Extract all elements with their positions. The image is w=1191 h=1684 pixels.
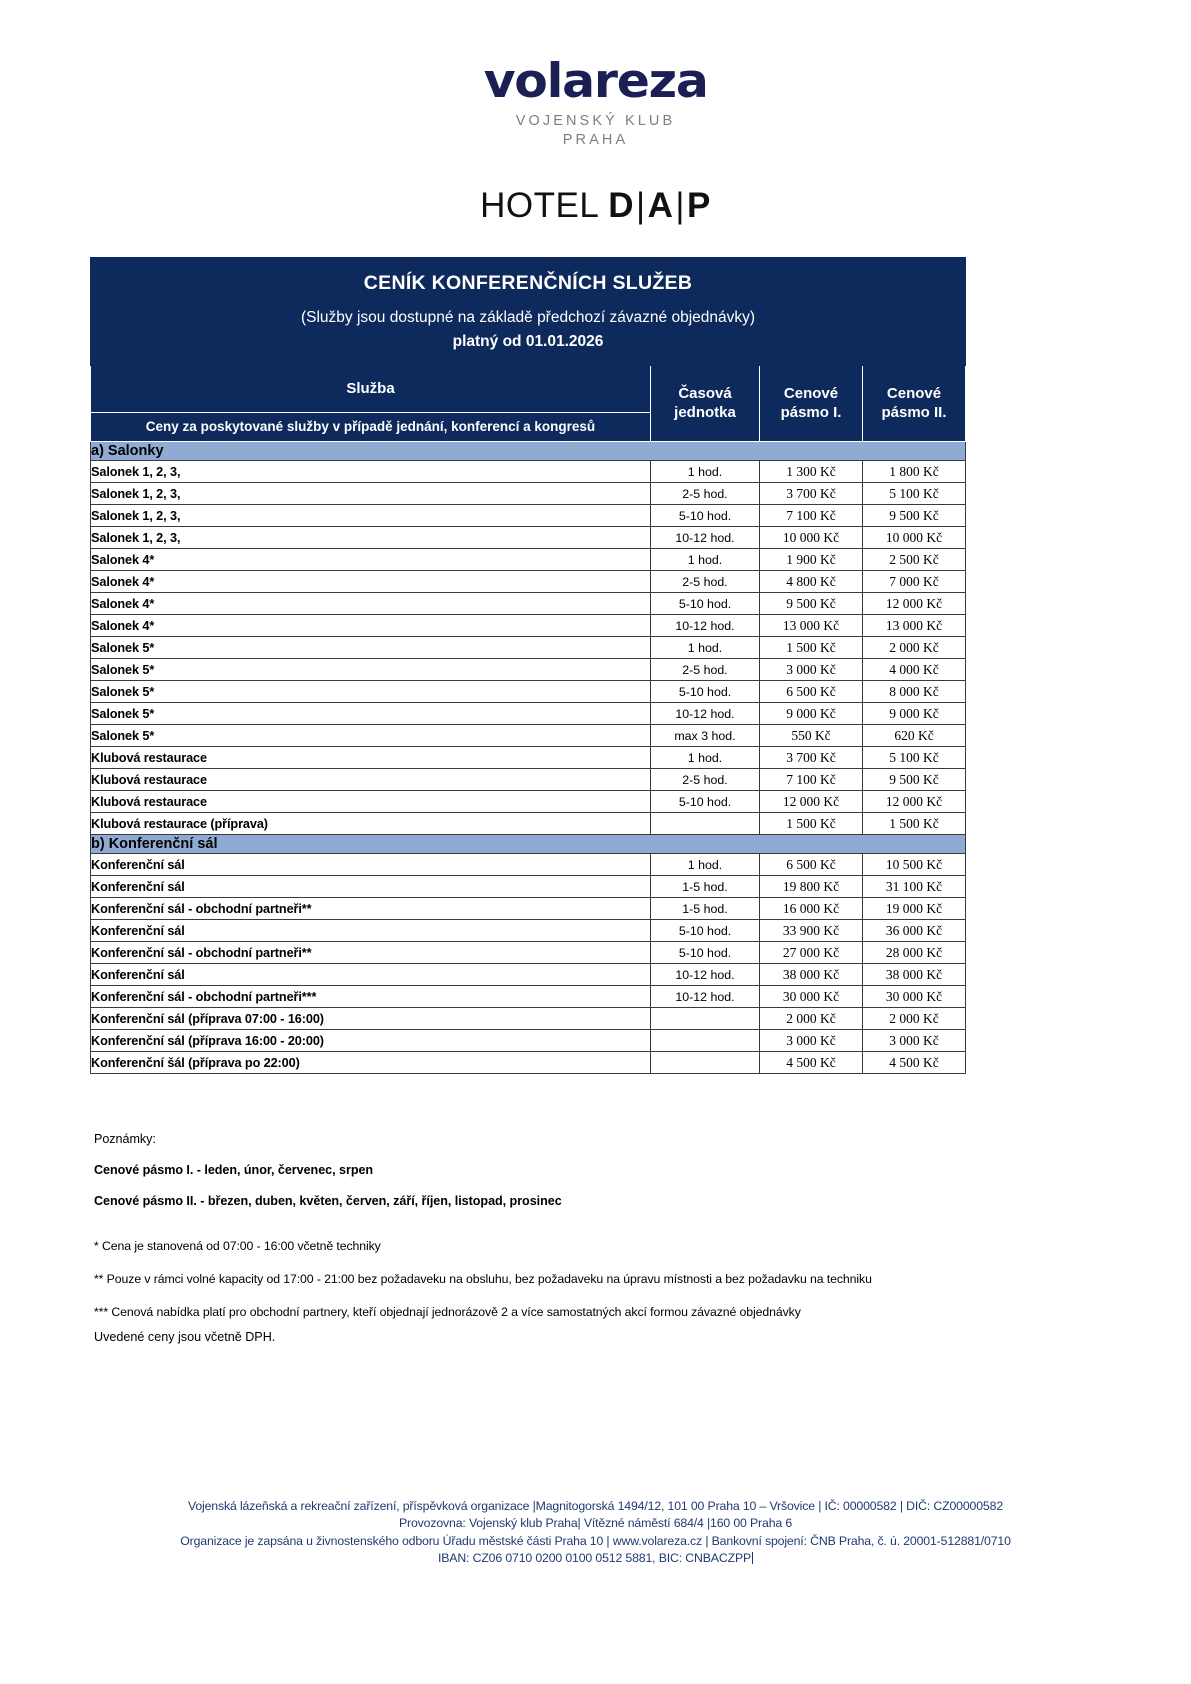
row-price-band-1: 9 500 Kč [760, 593, 863, 615]
row-service-name: Konferenční sál [91, 964, 651, 986]
table-row [91, 505, 966, 527]
hotel-letter-d: D [608, 186, 635, 225]
row-service-name: Konferenční šál (příprava po 22:00) [91, 1052, 651, 1074]
row-time-unit: 1 hod. [651, 854, 760, 876]
table-row [91, 527, 966, 549]
row-service-name: Salonek 1, 2, 3, [91, 527, 651, 549]
row-time-unit: 1-5 hod. [651, 876, 760, 898]
row-price-band-1: 16 000 Kč [760, 898, 863, 920]
column-header-band1 [760, 366, 863, 442]
row-service-name: Salonek 1, 2, 3, [91, 505, 651, 527]
table-row [91, 725, 966, 747]
notes-heading: Poznámky: [94, 1132, 156, 1146]
row-service-name: Salonek 1, 2, 3, [91, 461, 651, 483]
table-row [91, 986, 966, 1008]
hotel-prefix: HOTEL [480, 186, 609, 225]
table-row [91, 615, 966, 637]
hotel-separator-1: | [636, 186, 646, 225]
row-service-name: Salonek 1, 2, 3, [91, 483, 651, 505]
table-row [91, 964, 966, 986]
row-price-band-2: 19 000 Kč [863, 898, 966, 920]
row-service-name: Salonek 5* [91, 681, 651, 703]
row-time-unit [651, 1008, 760, 1030]
column-header-unit [651, 366, 760, 442]
row-price-band-2: 10 500 Kč [863, 854, 966, 876]
row-price-band-2: 9 500 Kč [863, 505, 966, 527]
row-time-unit: 5-10 hod. [651, 593, 760, 615]
note-asterisk-3: *** Cenová nabídka platí pro obchodní partnery, kteří objednají jednorázově 2 a více samostatných akcí formou závazné objednávky [94, 1305, 801, 1319]
column-header-band2 [863, 366, 966, 442]
row-time-unit: 1 hod. [651, 461, 760, 483]
note-asterisk-1: * Cena je stanovená od 07:00 - 16:00 včetně techniky [94, 1239, 381, 1253]
row-time-unit: 5-10 hod. [651, 942, 760, 964]
row-time-unit: 5-10 hod. [651, 791, 760, 813]
row-time-unit: max 3 hod. [651, 725, 760, 747]
table-row [91, 854, 966, 876]
footer-iban: IBAN: CZ06 0710 0200 0100 0512 5881, BIC: CNBACZPP [437, 1551, 752, 1566]
row-price-band-2: 1 500 Kč [863, 813, 966, 835]
table-row [91, 461, 966, 483]
table-row [91, 681, 966, 703]
row-time-unit: 10-12 hod. [651, 964, 760, 986]
row-service-name: Konferenční sál (příprava 16:00 - 20:00) [91, 1030, 651, 1052]
row-price-band-2: 10 000 Kč [863, 527, 966, 549]
column-header-band1-line1: Cenové [783, 384, 839, 402]
table-title-row [91, 258, 966, 366]
row-price-band-2: 30 000 Kč [863, 986, 966, 1008]
column-header-unit-line2: jednotka [674, 403, 736, 421]
table-row [91, 920, 966, 942]
section-header-row [91, 442, 966, 461]
column-header-service: Služba [91, 366, 651, 413]
row-time-unit: 10-12 hod. [651, 615, 760, 637]
table-row [91, 942, 966, 964]
footer-line-4 [0, 1550, 1191, 1567]
row-service-name: Klubová restaurace (příprava) [91, 813, 651, 835]
table-row [91, 876, 966, 898]
row-service-name: Klubová restaurace [91, 791, 651, 813]
price-list-validity: platný od 01.01.2026 [452, 333, 604, 350]
hotel-dap-title [0, 186, 1191, 226]
row-price-band-1: 19 800 Kč [760, 876, 863, 898]
text-cursor [752, 1552, 753, 1564]
row-price-band-1: 33 900 Kč [760, 920, 863, 942]
row-service-name: Salonek 4* [91, 615, 651, 637]
row-price-band-1: 3 700 Kč [760, 483, 863, 505]
row-price-band-1: 3 000 Kč [760, 1030, 863, 1052]
row-price-band-2: 7 000 Kč [863, 571, 966, 593]
row-time-unit: 2-5 hod. [651, 571, 760, 593]
table-row [91, 813, 966, 835]
column-header-band1-line2: pásmo I. [780, 403, 842, 421]
row-price-band-1: 30 000 Kč [760, 986, 863, 1008]
row-price-band-1: 7 100 Kč [760, 769, 863, 791]
table-row [91, 1052, 966, 1074]
row-price-band-1: 550 Kč [760, 725, 863, 747]
row-price-band-1: 4 500 Kč [760, 1052, 863, 1074]
row-price-band-1: 4 800 Kč [760, 571, 863, 593]
hotel-letter-p: P [687, 186, 711, 225]
section-header-label: a) Salonky [91, 442, 966, 461]
table-row [91, 747, 966, 769]
row-time-unit [651, 1030, 760, 1052]
row-time-unit: 1 hod. [651, 747, 760, 769]
row-price-band-2: 28 000 Kč [863, 942, 966, 964]
brand-logo [0, 0, 1191, 148]
table-row [91, 791, 966, 813]
row-price-band-2: 2 000 Kč [863, 637, 966, 659]
row-price-band-1: 6 500 Kč [760, 681, 863, 703]
row-service-name: Konferenční sál - obchodní partneři** [91, 942, 651, 964]
row-price-band-1: 6 500 Kč [760, 854, 863, 876]
row-price-band-1: 9 000 Kč [760, 703, 863, 725]
row-service-name: Salonek 4* [91, 571, 651, 593]
table-title-cell [91, 258, 966, 366]
row-price-band-2: 2 000 Kč [863, 1008, 966, 1030]
vat-note: Uvedené ceny jsou včetně DPH. [94, 1330, 276, 1344]
column-header-row [91, 366, 966, 413]
row-time-unit: 10-12 hod. [651, 527, 760, 549]
hotel-letter-a: A [647, 186, 674, 225]
row-price-band-1: 1 900 Kč [760, 549, 863, 571]
row-price-band-2: 1 800 Kč [863, 461, 966, 483]
price-list-title: CENÍK KONFERENČNÍCH SLUŽEB [363, 272, 693, 294]
table-row [91, 483, 966, 505]
row-service-name: Salonek 5* [91, 637, 651, 659]
table-body [91, 258, 966, 442]
table-row [91, 571, 966, 593]
row-price-band-2: 3 000 Kč [863, 1030, 966, 1052]
row-price-band-1: 2 000 Kč [760, 1008, 863, 1030]
footer-line-2: Provozovna: Vojenský klub Praha| Vítězné náměstí 684/4 |160 00 Praha 6 [398, 1516, 793, 1531]
table-row [91, 898, 966, 920]
row-price-band-2: 31 100 Kč [863, 876, 966, 898]
section-header-label: b) Konferenční sál [91, 835, 966, 854]
row-service-name: Konferenční sál [91, 920, 651, 942]
column-header-band2-line1: Cenové [886, 384, 942, 402]
table-row [91, 549, 966, 571]
notes-spacer [94, 1225, 1094, 1239]
page-footer [0, 1498, 1191, 1568]
row-price-band-2: 4 000 Kč [863, 659, 966, 681]
row-service-name: Konferenční sál - obchodní partneři*** [91, 986, 651, 1008]
table-row [91, 703, 966, 725]
row-service-name: Salonek 4* [91, 593, 651, 615]
row-service-name: Salonek 5* [91, 659, 651, 681]
row-price-band-2: 12 000 Kč [863, 593, 966, 615]
row-price-band-1: 7 100 Kč [760, 505, 863, 527]
row-time-unit: 5-10 hod. [651, 505, 760, 527]
price-list-subtitle: (Služby jsou dostupné na základě předchozí závazné objednávky) [300, 309, 756, 326]
logo-subtitle-line1: VOJENSKÝ KLUB [515, 113, 676, 129]
row-time-unit: 2-5 hod. [651, 659, 760, 681]
column-header-service-note: Ceny za poskytované služby v případě jednání, konferencí a kongresů [91, 413, 651, 442]
row-time-unit: 10-12 hod. [651, 986, 760, 1008]
footer-line-3: Organizace je zapsána u živnostenského odboru Úřadu městské části Praha 10 | www.volareza.cz | Bankovní spojení: ČNB Praha, č. ú. 20001-512881/0710 [180, 1533, 1011, 1548]
row-time-unit [651, 1052, 760, 1074]
row-price-band-2: 5 100 Kč [863, 747, 966, 769]
row-service-name: Konferenční sál [91, 854, 651, 876]
row-time-unit: 2-5 hod. [651, 483, 760, 505]
row-price-band-2: 38 000 Kč [863, 964, 966, 986]
row-service-name: Salonek 5* [91, 703, 651, 725]
conference-price-table [90, 257, 966, 1074]
row-price-band-1: 1 300 Kč [760, 461, 863, 483]
section-header-row [91, 835, 966, 854]
row-service-name: Konferenční sál [91, 876, 651, 898]
column-header-unit-line1: Časová [678, 384, 732, 402]
table-rows-host [91, 442, 966, 1074]
price-table-wrapper [90, 257, 965, 1074]
table-row [91, 1030, 966, 1052]
table-row [91, 637, 966, 659]
row-time-unit: 1 hod. [651, 549, 760, 571]
note-price-band-2: Cenové pásmo II. - březen, duben, květen, červen, září, říjen, listopad, prosinec [94, 1194, 562, 1208]
row-price-band-1: 1 500 Kč [760, 637, 863, 659]
row-time-unit: 2-5 hod. [651, 769, 760, 791]
row-price-band-2: 5 100 Kč [863, 483, 966, 505]
row-service-name: Konferenční sál (příprava 07:00 - 16:00) [91, 1008, 651, 1030]
row-service-name: Klubová restaurace [91, 747, 651, 769]
table-row [91, 1008, 966, 1030]
row-service-name: Salonek 5* [91, 725, 651, 747]
row-price-band-2: 13 000 Kč [863, 615, 966, 637]
logo-wordmark: volareza [483, 54, 708, 109]
table-row [91, 593, 966, 615]
row-service-name: Salonek 4* [91, 549, 651, 571]
row-price-band-1: 3 700 Kč [760, 747, 863, 769]
row-price-band-2: 36 000 Kč [863, 920, 966, 942]
column-header-band2-line2: pásmo II. [881, 403, 947, 421]
row-price-band-1: 27 000 Kč [760, 942, 863, 964]
row-time-unit: 5-10 hod. [651, 681, 760, 703]
row-time-unit [651, 813, 760, 835]
footer-line-1: Vojenská lázeňská a rekreační zařízení, příspěvková organizace |Magnitogorská 1494/12, 101 00 Praha 10 – Vršovice | IČ: 00000582 | DIČ: CZ00000582 [187, 1499, 1004, 1513]
row-price-band-2: 9 500 Kč [863, 769, 966, 791]
row-price-band-2: 4 500 Kč [863, 1052, 966, 1074]
row-price-band-1: 10 000 Kč [760, 527, 863, 549]
table-row [91, 769, 966, 791]
row-time-unit: 5-10 hod. [651, 920, 760, 942]
hotel-separator-2: | [675, 186, 685, 225]
row-service-name: Klubová restaurace [91, 769, 651, 791]
note-price-band-1: Cenové pásmo I. - leden, únor, červenec, srpen [94, 1163, 374, 1177]
note-asterisk-2: ** Pouze v rámci volné kapacity od 17:00 - 21:00 bez požadaveku na obsluhu, bez požadaveku na úpravu místnosti a bez požadavku na techniku [94, 1272, 872, 1286]
row-price-band-1: 3 000 Kč [760, 659, 863, 681]
row-price-band-1: 13 000 Kč [760, 615, 863, 637]
row-service-name: Konferenční sál - obchodní partneři** [91, 898, 651, 920]
row-time-unit: 1-5 hod. [651, 898, 760, 920]
row-price-band-2: 9 000 Kč [863, 703, 966, 725]
row-price-band-1: 1 500 Kč [760, 813, 863, 835]
row-price-band-2: 8 000 Kč [863, 681, 966, 703]
row-price-band-1: 38 000 Kč [760, 964, 863, 986]
row-price-band-2: 620 Kč [863, 725, 966, 747]
row-time-unit: 1 hod. [651, 637, 760, 659]
row-price-band-1: 12 000 Kč [760, 791, 863, 813]
row-time-unit: 10-12 hod. [651, 703, 760, 725]
logo-subtitle-line2: PRAHA [562, 132, 629, 148]
row-price-band-2: 2 500 Kč [863, 549, 966, 571]
row-price-band-2: 12 000 Kč [863, 791, 966, 813]
notes-block [94, 1132, 1094, 1338]
table-row [91, 659, 966, 681]
